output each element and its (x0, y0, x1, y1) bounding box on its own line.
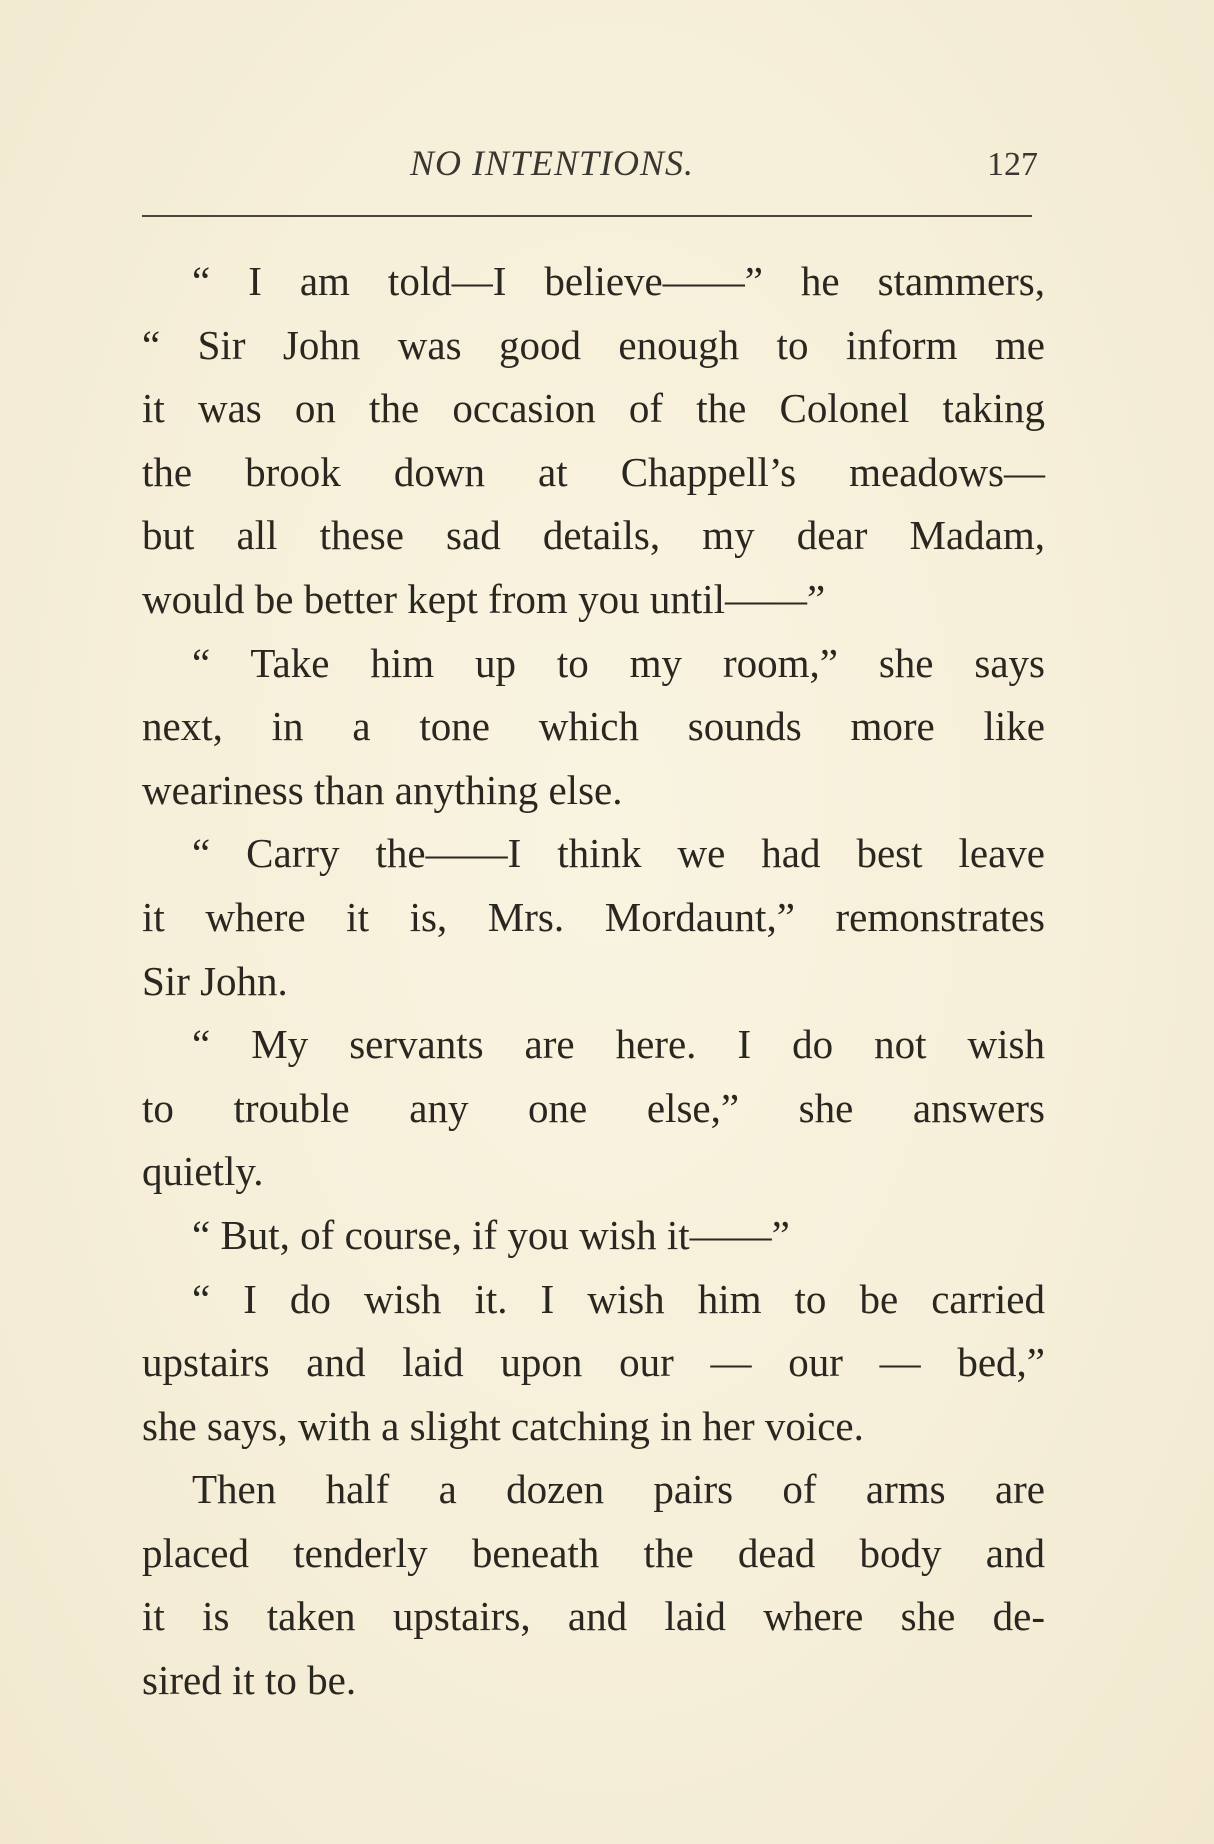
running-title: NO INTENTIONS. (410, 143, 695, 183)
text-line: it is taken upstairs, and laid where she de- (142, 1593, 1045, 1640)
header-rule (142, 215, 1032, 217)
text-line: upstairs and laid upon our — our — bed,” (142, 1339, 1045, 1386)
text-line: next, in a tone which sounds more like (142, 703, 1045, 750)
text-line: “ Carry the——I think we had best leave (192, 830, 1045, 877)
text-line: it where it is, Mrs. Mordaunt,” remonstrates (142, 893, 1045, 940)
text-line: “ Take him up to my room,” she says (192, 639, 1045, 686)
text-line: placed tenderly beneath the dead body and (142, 1529, 1045, 1576)
text-line: “ I am told—I believe——” he stammers, (192, 258, 1045, 304)
text-line: “ I do wish it. I wish him to be carried (192, 1275, 1045, 1322)
text-line: Then half a dozen pairs of arms are (192, 1466, 1045, 1513)
text-line: but all these sad details, my dear Madam, (142, 512, 1045, 559)
text-line: the brook down at Chappell’s meadows— (142, 448, 1045, 495)
body-text (142, 250, 1045, 1704)
text-line: to trouble any one else,” she answers (142, 1084, 1045, 1131)
text-line: quietly. (142, 1148, 264, 1195)
text-line: “ But, of course, if you wish it——” (192, 1211, 790, 1258)
text-line: sired it to be. (142, 1657, 357, 1704)
text-line: “ My servants are here. I do not wish (192, 1021, 1045, 1068)
text-line: “ Sir John was good enough to inform me (142, 321, 1045, 368)
text-line: weariness than anything else. (142, 766, 623, 813)
page-number: 127 (987, 146, 1038, 183)
text-line: Sir John. (142, 957, 288, 1004)
text-line: would be better kept from you until——” (142, 575, 826, 622)
text-line: it was on the occasion of the Colonel taking (142, 385, 1045, 432)
text-line: she says, with a slight catching in her voice. (142, 1402, 864, 1449)
page-header (142, 128, 1052, 188)
